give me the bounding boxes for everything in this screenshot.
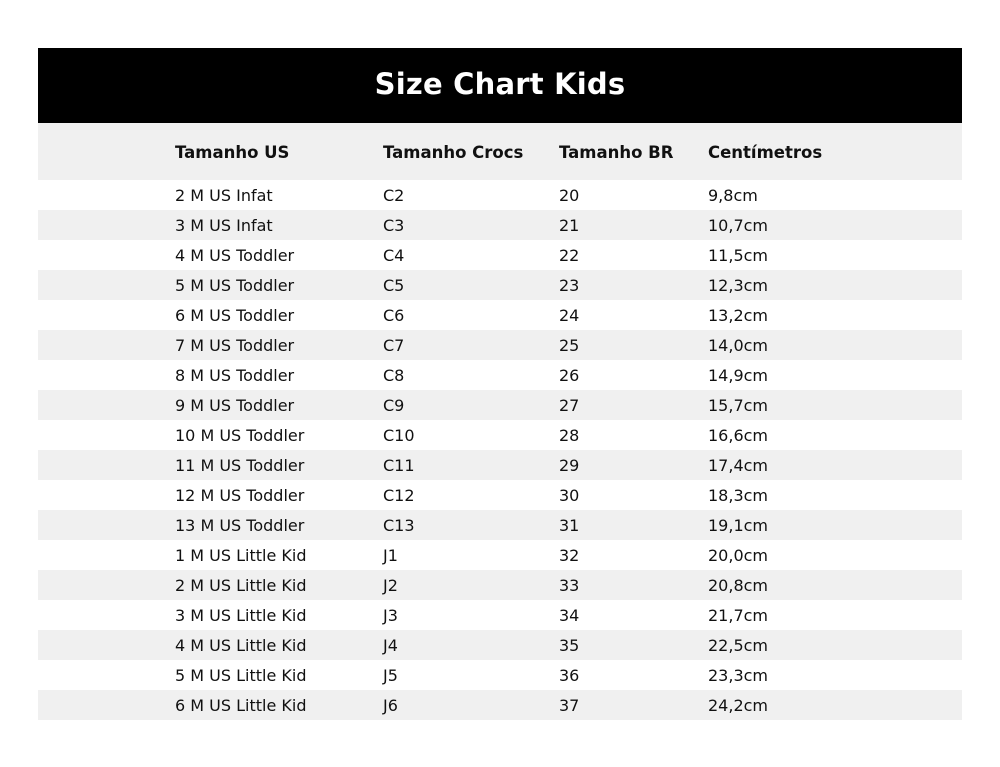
cell-centimetros: 9,8cm xyxy=(708,185,758,205)
cell-tamanho-br: 30 xyxy=(559,485,580,505)
table-row xyxy=(38,540,962,570)
cell-centimetros: 20,8cm xyxy=(708,575,769,595)
table-row xyxy=(38,240,962,270)
cell-tamanho-br: 29 xyxy=(559,455,580,475)
cell-tamanho-br: 34 xyxy=(559,605,580,625)
table-row xyxy=(38,360,962,390)
cell-tamanho-us: 13 M US Toddler xyxy=(175,515,305,535)
column-header-tamanho-br: Tamanho BR xyxy=(559,143,674,162)
cell-tamanho-us: 6 M US Little Kid xyxy=(175,695,307,715)
cell-tamanho-br: 36 xyxy=(559,665,580,685)
cell-centimetros: 15,7cm xyxy=(708,395,769,415)
cell-centimetros: 24,2cm xyxy=(708,695,769,715)
cell-centimetros: 12,3cm xyxy=(708,275,769,295)
cell-tamanho-crocs: C3 xyxy=(383,215,405,235)
cell-centimetros: 14,9cm xyxy=(708,365,769,385)
cell-tamanho-br: 35 xyxy=(559,635,580,655)
cell-centimetros: 23,3cm xyxy=(708,665,769,685)
cell-tamanho-us: 5 M US Toddler xyxy=(175,275,295,295)
cell-tamanho-crocs: C11 xyxy=(383,455,415,475)
cell-tamanho-us: 11 M US Toddler xyxy=(175,455,305,475)
table-row xyxy=(38,270,962,300)
cell-tamanho-us: 4 M US Toddler xyxy=(175,245,295,265)
table-row xyxy=(38,420,962,450)
table-row xyxy=(38,510,962,540)
cell-centimetros: 10,7cm xyxy=(708,215,769,235)
cell-tamanho-br: 37 xyxy=(559,695,580,715)
cell-centimetros: 11,5cm xyxy=(708,245,769,265)
cell-tamanho-us: 10 M US Toddler xyxy=(175,425,305,445)
cell-tamanho-crocs: C5 xyxy=(383,275,405,295)
table-row xyxy=(38,660,962,690)
table-row xyxy=(38,300,962,330)
cell-tamanho-crocs: C13 xyxy=(383,515,415,535)
cell-centimetros: 17,4cm xyxy=(708,455,769,475)
cell-centimetros: 20,0cm xyxy=(708,545,769,565)
cell-tamanho-crocs: C4 xyxy=(383,245,405,265)
cell-tamanho-us: 8 M US Toddler xyxy=(175,365,295,385)
size-chart xyxy=(38,48,962,720)
chart-title: Size Chart Kids xyxy=(374,67,626,101)
cell-tamanho-crocs: J3 xyxy=(383,605,398,625)
table-row xyxy=(38,570,962,600)
cell-tamanho-crocs: J5 xyxy=(383,665,398,685)
cell-centimetros: 13,2cm xyxy=(708,305,769,325)
cell-tamanho-us: 1 M US Little Kid xyxy=(175,545,307,565)
cell-tamanho-crocs: C9 xyxy=(383,395,405,415)
table-row xyxy=(38,690,962,720)
cell-tamanho-crocs: C12 xyxy=(383,485,415,505)
cell-centimetros: 16,6cm xyxy=(708,425,769,445)
cell-tamanho-us: 6 M US Toddler xyxy=(175,305,295,325)
cell-tamanho-br: 24 xyxy=(559,305,580,325)
cell-tamanho-us: 9 M US Toddler xyxy=(175,395,295,415)
cell-centimetros: 21,7cm xyxy=(708,605,769,625)
cell-tamanho-br: 33 xyxy=(559,575,580,595)
table-row xyxy=(38,450,962,480)
cell-tamanho-crocs: C10 xyxy=(383,425,415,445)
cell-tamanho-us: 3 M US Little Kid xyxy=(175,605,307,625)
cell-centimetros: 22,5cm xyxy=(708,635,769,655)
cell-centimetros: 18,3cm xyxy=(708,485,769,505)
column-header-tamanho-us: Tamanho US xyxy=(175,143,290,162)
table-row xyxy=(38,480,962,510)
cell-tamanho-crocs: J1 xyxy=(383,545,398,565)
table-row xyxy=(38,330,962,360)
table-body xyxy=(38,180,962,720)
cell-tamanho-crocs: J6 xyxy=(383,695,398,715)
cell-tamanho-br: 31 xyxy=(559,515,580,535)
cell-tamanho-crocs: J2 xyxy=(383,575,398,595)
cell-tamanho-crocs: C7 xyxy=(383,335,405,355)
cell-tamanho-br: 27 xyxy=(559,395,580,415)
title-bar xyxy=(38,48,962,123)
table-header xyxy=(38,123,962,180)
cell-tamanho-crocs: C2 xyxy=(383,185,405,205)
cell-tamanho-crocs: C6 xyxy=(383,305,405,325)
cell-tamanho-us: 4 M US Little Kid xyxy=(175,635,307,655)
cell-tamanho-br: 22 xyxy=(559,245,580,265)
table-row xyxy=(38,390,962,420)
table-row xyxy=(38,630,962,660)
cell-tamanho-br: 25 xyxy=(559,335,580,355)
cell-tamanho-us: 12 M US Toddler xyxy=(175,485,305,505)
cell-tamanho-crocs: J4 xyxy=(383,635,398,655)
cell-tamanho-us: 2 M US Little Kid xyxy=(175,575,307,595)
cell-tamanho-us: 3 M US Infat xyxy=(175,215,273,235)
cell-tamanho-crocs: C8 xyxy=(383,365,405,385)
cell-tamanho-us: 5 M US Little Kid xyxy=(175,665,307,685)
cell-tamanho-us: 2 M US Infat xyxy=(175,185,273,205)
table-row xyxy=(38,210,962,240)
cell-tamanho-br: 32 xyxy=(559,545,580,565)
cell-tamanho-br: 26 xyxy=(559,365,580,385)
cell-tamanho-br: 28 xyxy=(559,425,580,445)
cell-tamanho-br: 23 xyxy=(559,275,580,295)
cell-centimetros: 19,1cm xyxy=(708,515,769,535)
cell-centimetros: 14,0cm xyxy=(708,335,769,355)
cell-tamanho-us: 7 M US Toddler xyxy=(175,335,295,355)
cell-tamanho-br: 20 xyxy=(559,185,580,205)
cell-tamanho-br: 21 xyxy=(559,215,580,235)
table-row xyxy=(38,180,962,210)
column-header-centimetros: Centímetros xyxy=(708,143,823,162)
column-header-tamanho-crocs: Tamanho Crocs xyxy=(383,143,524,162)
table-row xyxy=(38,600,962,630)
